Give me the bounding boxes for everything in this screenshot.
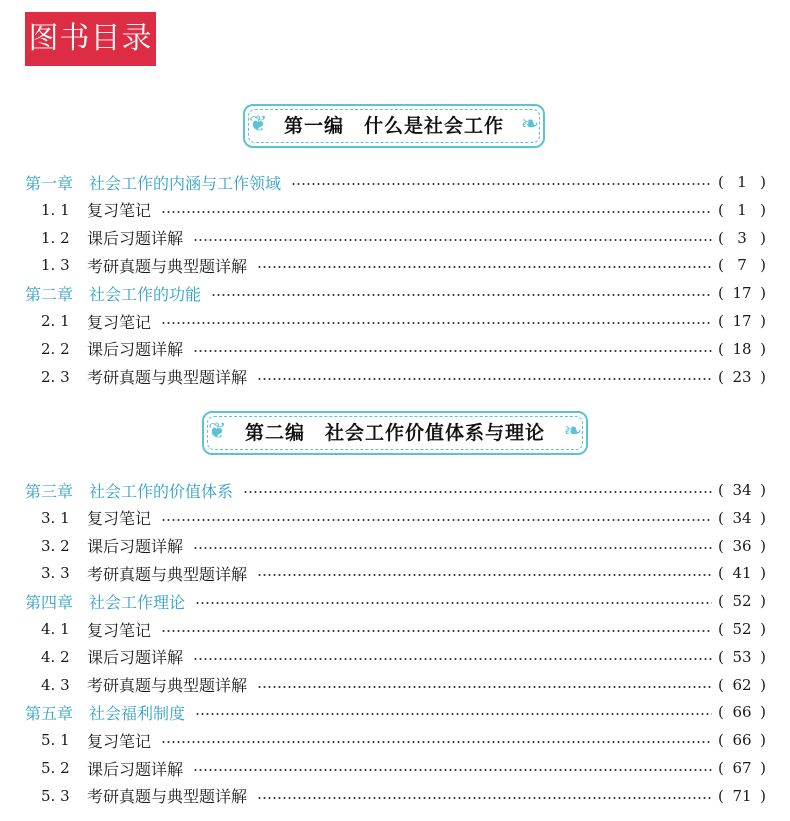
section-title: 课后习题详解	[87, 759, 184, 779]
leader-dots	[257, 266, 712, 268]
page-number: ( 3 )	[718, 228, 766, 247]
toc-section-row[interactable]	[0, 337, 790, 361]
leader-dots	[193, 658, 712, 660]
chapter-title: 第一章 社会工作的内涵与工作领域	[25, 173, 282, 193]
toc-section-row[interactable]	[0, 645, 790, 669]
leader-dots	[161, 211, 712, 213]
page-number-value: 17	[732, 312, 752, 330]
section-title: 复习笔记	[87, 509, 152, 529]
leader-dots	[257, 686, 712, 688]
page-number-value: 34	[732, 481, 752, 499]
section-number: 2. 2	[41, 339, 70, 358]
toc-section-row[interactable]	[0, 253, 790, 277]
section-title: 考研真题与典型题详解	[87, 368, 248, 388]
section-title: 课后习题详解	[87, 229, 184, 249]
toc-section-row[interactable]	[0, 756, 790, 780]
page-number-value: 52	[732, 620, 752, 638]
page-number: ( 71 )	[718, 786, 766, 805]
section-number: 1. 3	[41, 256, 70, 275]
chapter-title: 第四章 社会工作理论	[25, 592, 186, 612]
page-number-value: 18	[732, 339, 752, 358]
ornament-icon: ❦	[249, 112, 268, 137]
page-number: ( 23 )	[718, 367, 766, 386]
page-number-value: 7	[737, 256, 747, 275]
section-title: 考研真题与典型题详解	[87, 676, 248, 696]
chapter-title: 第三章 社会工作的价值体系	[25, 481, 234, 501]
page-number: ( 67 )	[718, 759, 766, 777]
section-title: 复习笔记	[87, 312, 152, 332]
page-number-value: 36	[732, 536, 752, 555]
section-number: 4. 2	[41, 647, 70, 666]
leader-dots	[161, 741, 712, 743]
page-number-value: 3	[737, 228, 747, 247]
section-number: 5. 1	[41, 731, 70, 750]
page-number: ( 18 )	[718, 339, 766, 358]
toc-section-row[interactable]	[0, 506, 790, 530]
section-number: 3. 3	[41, 564, 70, 583]
section-title: 复习笔记	[87, 201, 152, 221]
leader-dots	[257, 797, 712, 799]
toc-chapter-row[interactable]	[0, 170, 790, 194]
section-number: 3. 2	[41, 536, 70, 555]
page-number: ( 52 )	[718, 620, 766, 638]
page-number: ( 62 )	[718, 675, 766, 694]
page-number: ( 66 )	[718, 703, 766, 722]
toc-section-row[interactable]	[0, 561, 790, 585]
page-number-value: 41	[732, 564, 752, 583]
section-number: 2. 1	[41, 312, 70, 330]
toc-section-row[interactable]	[0, 365, 790, 389]
section-title: 课后习题详解	[87, 648, 184, 668]
page-number: ( 66 )	[718, 731, 766, 750]
section-number: 5. 3	[41, 786, 70, 805]
leader-dots	[193, 239, 712, 241]
page-number-value: 17	[732, 284, 752, 303]
leader-dots	[161, 630, 712, 632]
toc-section-row[interactable]	[0, 784, 790, 808]
page-number: ( 41 )	[718, 564, 766, 583]
leader-dots	[161, 519, 712, 521]
page-number-value: 53	[732, 647, 752, 666]
section-title: 复习笔记	[87, 731, 152, 751]
page-number-value: 71	[732, 786, 752, 805]
section-title: 考研真题与典型题详解	[87, 787, 248, 807]
page-number-value: 66	[732, 731, 752, 750]
section-title: 复习笔记	[87, 620, 152, 640]
leader-dots	[195, 713, 712, 715]
toc-chapter-row[interactable]	[0, 589, 790, 613]
page-number-value: 62	[732, 675, 752, 694]
leader-dots	[257, 574, 712, 576]
leader-dots	[243, 491, 712, 493]
toc-section-row[interactable]	[0, 534, 790, 558]
toc-section-row[interactable]	[0, 309, 790, 333]
leader-dots	[161, 322, 712, 324]
page-number: ( 17 )	[718, 284, 766, 303]
part-title: 第一编 什么是社会工作	[283, 115, 504, 137]
chapter-title: 第五章 社会福利制度	[25, 703, 186, 723]
leader-dots	[291, 183, 712, 185]
toc-section-row[interactable]	[0, 226, 790, 250]
section-title: 课后习题详解	[87, 340, 184, 360]
section-number: 1. 2	[41, 228, 70, 247]
part-title: 第二编 社会工作价值体系与理论	[244, 422, 545, 444]
page-number-value: 52	[732, 592, 752, 611]
page-number: ( 17 )	[718, 312, 766, 330]
leader-dots	[193, 769, 712, 771]
page-number: ( 52 )	[718, 592, 766, 611]
toc-chapter-row[interactable]	[0, 281, 790, 305]
section-title: 考研真题与典型题详解	[87, 564, 248, 584]
page-number-value: 1	[737, 200, 747, 219]
toc-chapter-row[interactable]	[0, 478, 790, 502]
page-number: ( 36 )	[718, 536, 766, 555]
section-title: 课后习题详解	[87, 537, 184, 557]
page-number-value: 1	[737, 173, 747, 191]
toc-section-row[interactable]	[0, 728, 790, 752]
ornament-icon: ❧	[520, 112, 539, 137]
page-number-value: 34	[732, 508, 752, 527]
toc-header-badge: 图书目录	[25, 12, 156, 66]
section-number: 5. 2	[41, 759, 70, 777]
leader-dots	[257, 378, 712, 380]
section-number: 4. 3	[41, 675, 70, 694]
page-number: ( 53 )	[718, 647, 766, 666]
section-number: 2. 3	[41, 367, 70, 386]
toc-section-row[interactable]	[0, 617, 790, 641]
section-number: 4. 1	[41, 620, 70, 638]
page-number-value: 66	[732, 703, 752, 722]
chapter-title: 第二章 社会工作的功能	[25, 284, 202, 304]
page-number-value: 23	[732, 367, 752, 386]
part-banner	[202, 411, 588, 455]
leader-dots	[193, 350, 712, 352]
toc-section-row[interactable]	[0, 198, 790, 222]
section-title: 考研真题与典型题详解	[87, 256, 248, 276]
section-number: 1. 1	[41, 200, 70, 219]
section-number: 3. 1	[41, 508, 70, 527]
page-number: ( 1 )	[718, 200, 766, 219]
page-number-value: 67	[732, 759, 752, 777]
page-number: ( 34 )	[718, 481, 766, 499]
leader-dots	[193, 547, 712, 549]
ornament-icon: ❦	[208, 419, 227, 444]
page-number: ( 7 )	[718, 256, 766, 275]
toc-section-row[interactable]	[0, 673, 790, 697]
leader-dots	[211, 294, 712, 296]
part-banner	[243, 104, 545, 148]
ornament-icon: ❧	[563, 419, 582, 444]
page-number: ( 34 )	[718, 508, 766, 527]
leader-dots	[195, 602, 712, 604]
toc-chapter-row[interactable]	[0, 700, 790, 724]
page-number: ( 1 )	[718, 173, 766, 191]
